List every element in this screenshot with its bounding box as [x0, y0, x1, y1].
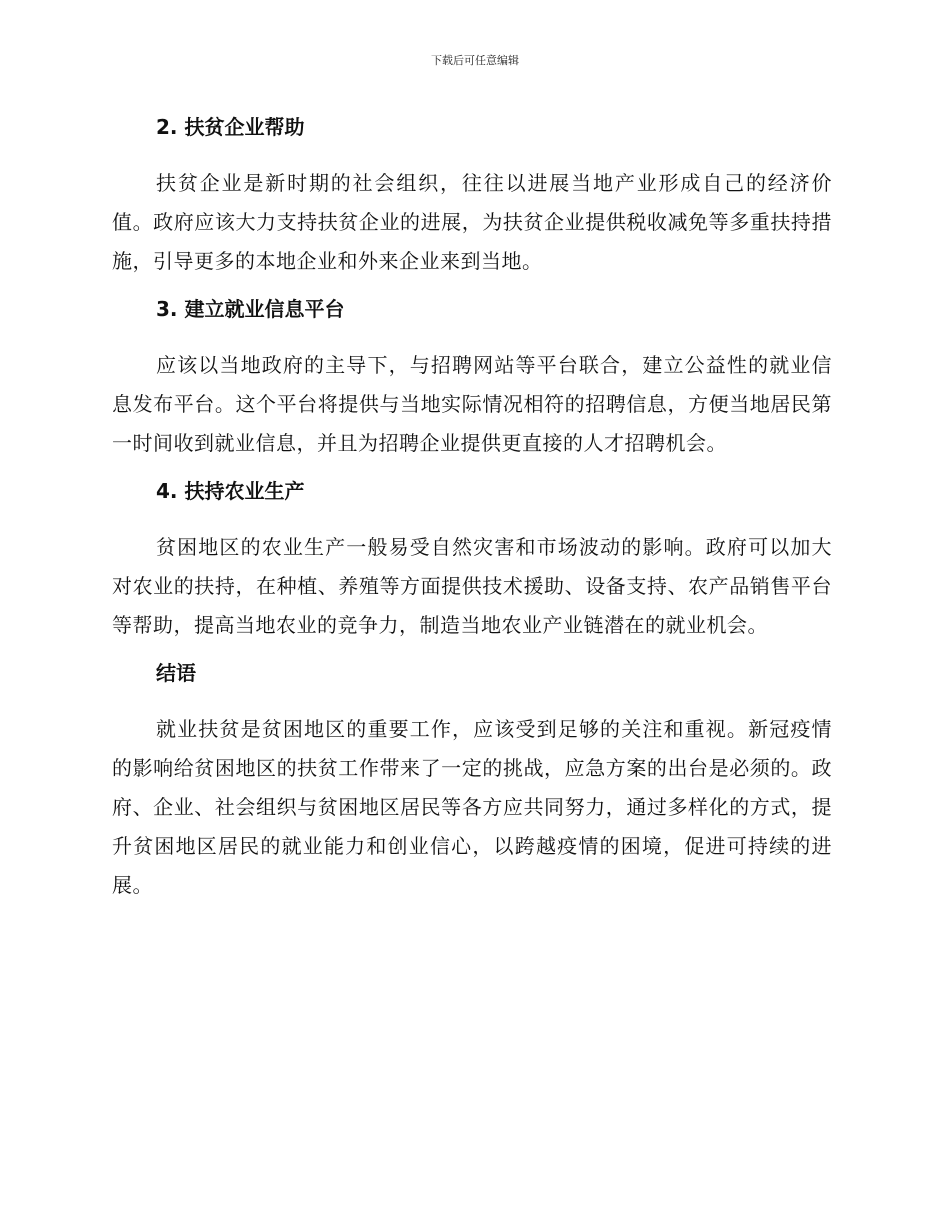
- section-paragraph-enterprise-support: 扶贫企业是新时期的社会组织，往往以进展当地产业形成自己的经济价值。政府应该大力支持扶贫企业的进展，为扶贫企业提供税收减免等多重扶持措施，引导更多的本地企业和外来企业来到当地。: [112, 171, 832, 273]
- section-paragraph-agriculture-support: 贫困地区的农业生产一般易受自然灾害和市场波动的影响。政府可以加大对农业的扶持，在种植、养殖等方面提供技术援助、设备支持、农产品销售平台等帮助，提高当地农业的竞争力，制造当地农业产业链潜在的就业机会。: [112, 535, 832, 637]
- section-heading-agriculture-support: 4. 扶持农业生产: [156, 479, 305, 503]
- section-heading-employment-platform: 3. 建立就业信息平台: [156, 297, 345, 321]
- document-body: [112, 112, 832, 905]
- page-header: 下载后可任意编辑: [431, 54, 519, 67]
- section-heading-enterprise-support: 2. 扶贫企业帮助: [156, 115, 305, 139]
- section-paragraph-conclusion: 就业扶贫是贫困地区的重要工作，应该受到足够的关注和重视。新冠疫情的影响给贫困地区的扶贫工作带来了一定的挑战，应急方案的出台是必须的。政府、企业、社会组织与贫困地区居民等各方应共同努力，通过多样化的方式，提升贫困地区居民的就业能力和创业信心，以跨越疫情的困境，促进可持续的进展。: [112, 717, 832, 897]
- section-paragraph-employment-platform: 应该以当地政府的主导下，与招聘网站等平台联合，建立公益性的就业信息发布平台。这个平台将提供与当地实际情况相符的招聘信息，方便当地居民第一时间收到就业信息，并且为招聘企业提供更直接的人才招聘机会。: [112, 353, 832, 455]
- section-heading-conclusion: 结语: [156, 661, 196, 685]
